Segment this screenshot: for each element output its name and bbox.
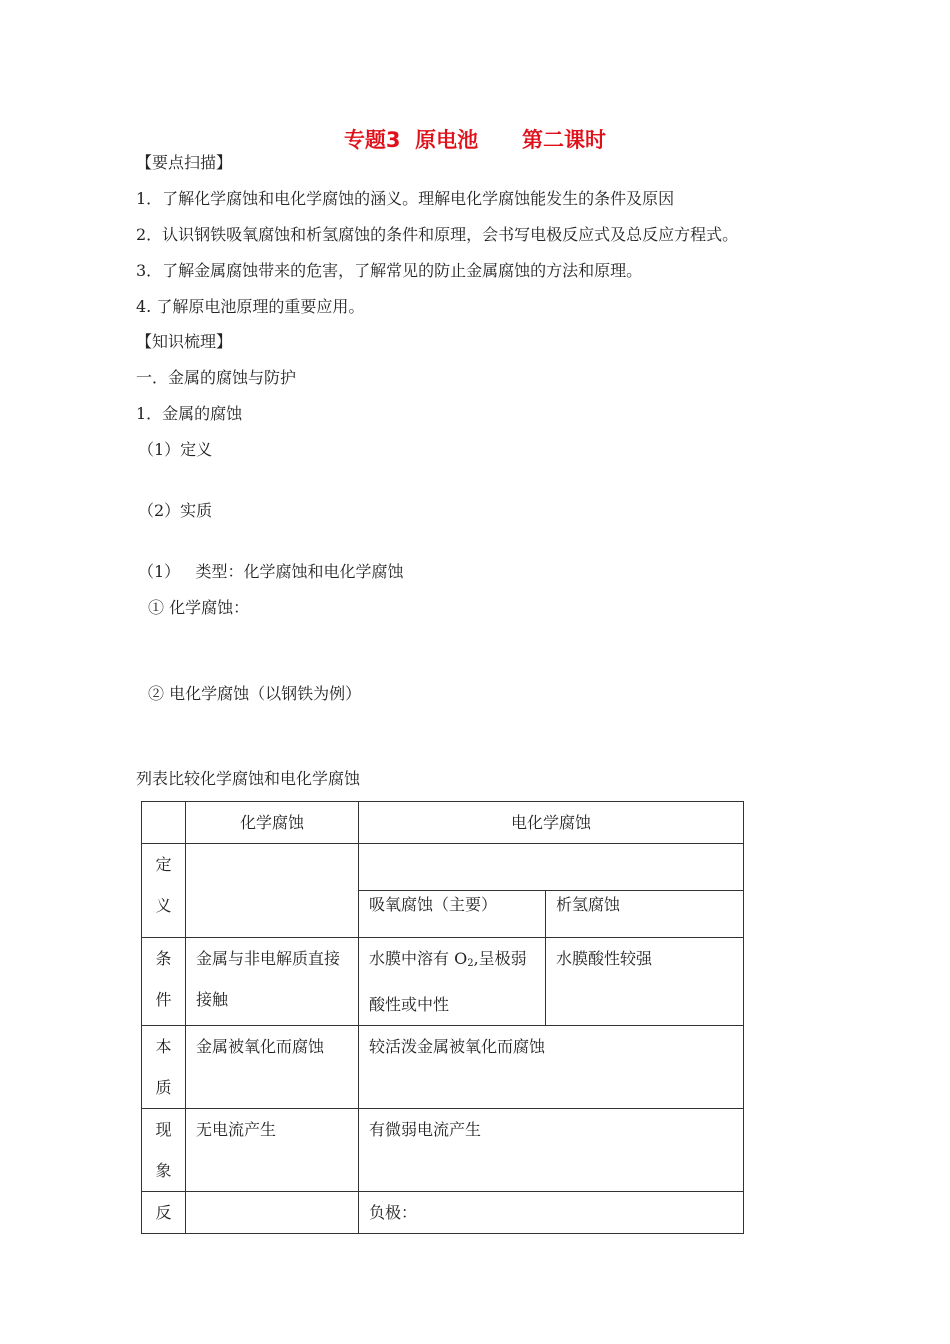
cell-phenomenon-electrochemical: 有微弱电流产生 xyxy=(359,1109,744,1192)
header-chemical: 化学腐蚀 xyxy=(186,802,359,844)
row-label-definition xyxy=(142,844,186,938)
section-heading-knowledge: 【知识梳理】 xyxy=(136,332,233,351)
sub-heading: 1．金属的腐蚀 xyxy=(136,404,243,423)
point-4: 4. 了解原电池原理的重要应用。 xyxy=(136,297,365,316)
row-label-char: 定 xyxy=(155,855,172,874)
table-row xyxy=(142,938,744,1026)
part-heading: 一．金属的腐蚀与防护 xyxy=(136,368,297,387)
table-cell-empty xyxy=(359,844,744,891)
point-2: 2．认识钢铁吸氧腐蚀和析氢腐蚀的条件和原理，会书写电极反应式及总反应方程式。 xyxy=(136,225,739,244)
row-label-phenomenon xyxy=(142,1109,186,1192)
row-label-char: 本 xyxy=(155,1037,172,1056)
header-electrochemical: 电化学腐蚀 xyxy=(359,802,744,844)
section-heading-scan: 【要点扫描】 xyxy=(136,153,233,172)
point-3: 3．了解金属腐蚀带来的危害，了解常见的防止金属腐蚀的方法和原理。 xyxy=(136,261,643,280)
cell-essence-chemical: 金属被氧化而腐蚀 xyxy=(186,1026,359,1109)
row-label-char: 条 xyxy=(155,949,172,968)
table-row xyxy=(142,802,744,844)
table-row xyxy=(142,1026,744,1109)
cell-phenomenon-chemical: 无电流产生 xyxy=(186,1109,359,1192)
row-label-char: 义 xyxy=(155,896,172,915)
subscript: 2 xyxy=(467,958,474,969)
table-row xyxy=(142,844,744,891)
row-label-condition xyxy=(142,938,186,1026)
row-label-char: 质 xyxy=(155,1078,172,1097)
row-label-char: 件 xyxy=(155,990,172,1009)
condition-text: 水膜中溶有 O xyxy=(369,949,468,968)
table-row xyxy=(142,1109,744,1192)
row-label-essence xyxy=(142,1026,186,1109)
cell-reaction-electrochemical: 负极： xyxy=(359,1192,744,1234)
cell-essence-electrochemical: 较活泼金属被氧化而腐蚀 xyxy=(359,1026,744,1109)
cell-condition-oxygen xyxy=(359,938,546,1026)
page-title: 专题3 原电池 第二课时 xyxy=(343,128,607,152)
cell-hydrogen-evolution: 析氢腐蚀 xyxy=(546,891,744,938)
table-row xyxy=(142,1192,744,1234)
comparison-table xyxy=(141,801,744,1234)
table-cell-empty xyxy=(186,1192,359,1234)
chemical-corrosion-label: ① 化学腐蚀： xyxy=(148,598,250,617)
row-label-char: 现 xyxy=(155,1120,172,1139)
cell-oxygen-absorption: 吸氧腐蚀（主要） xyxy=(359,891,546,938)
point-1: 1．了解化学腐蚀和电化学腐蚀的涵义。理解电化学腐蚀能发生的条件及原因 xyxy=(136,189,675,208)
cell-condition-hydrogen: 水膜酸性较强 xyxy=(546,938,744,1026)
table-caption: 列表比较化学腐蚀和电化学腐蚀 xyxy=(136,769,361,788)
item-definition: （1）定义 xyxy=(138,440,213,459)
row-label-char: 反 xyxy=(155,1203,172,1222)
item-type: （1） 类型：化学腐蚀和电化学腐蚀 xyxy=(138,562,404,581)
row-label-char: 象 xyxy=(155,1161,172,1180)
electrochemical-corrosion-label: ② 电化学腐蚀（以钢铁为例） xyxy=(148,684,362,703)
cell-condition-chemical: 金属与非电解质直接接触 xyxy=(186,938,359,1026)
condition-text: ,呈极弱酸性或中性 xyxy=(369,949,527,1014)
row-label-reaction xyxy=(142,1192,186,1234)
table-cell-empty xyxy=(186,844,359,938)
table-cell-empty xyxy=(142,802,186,844)
item-nature: （2）实质 xyxy=(138,501,213,520)
